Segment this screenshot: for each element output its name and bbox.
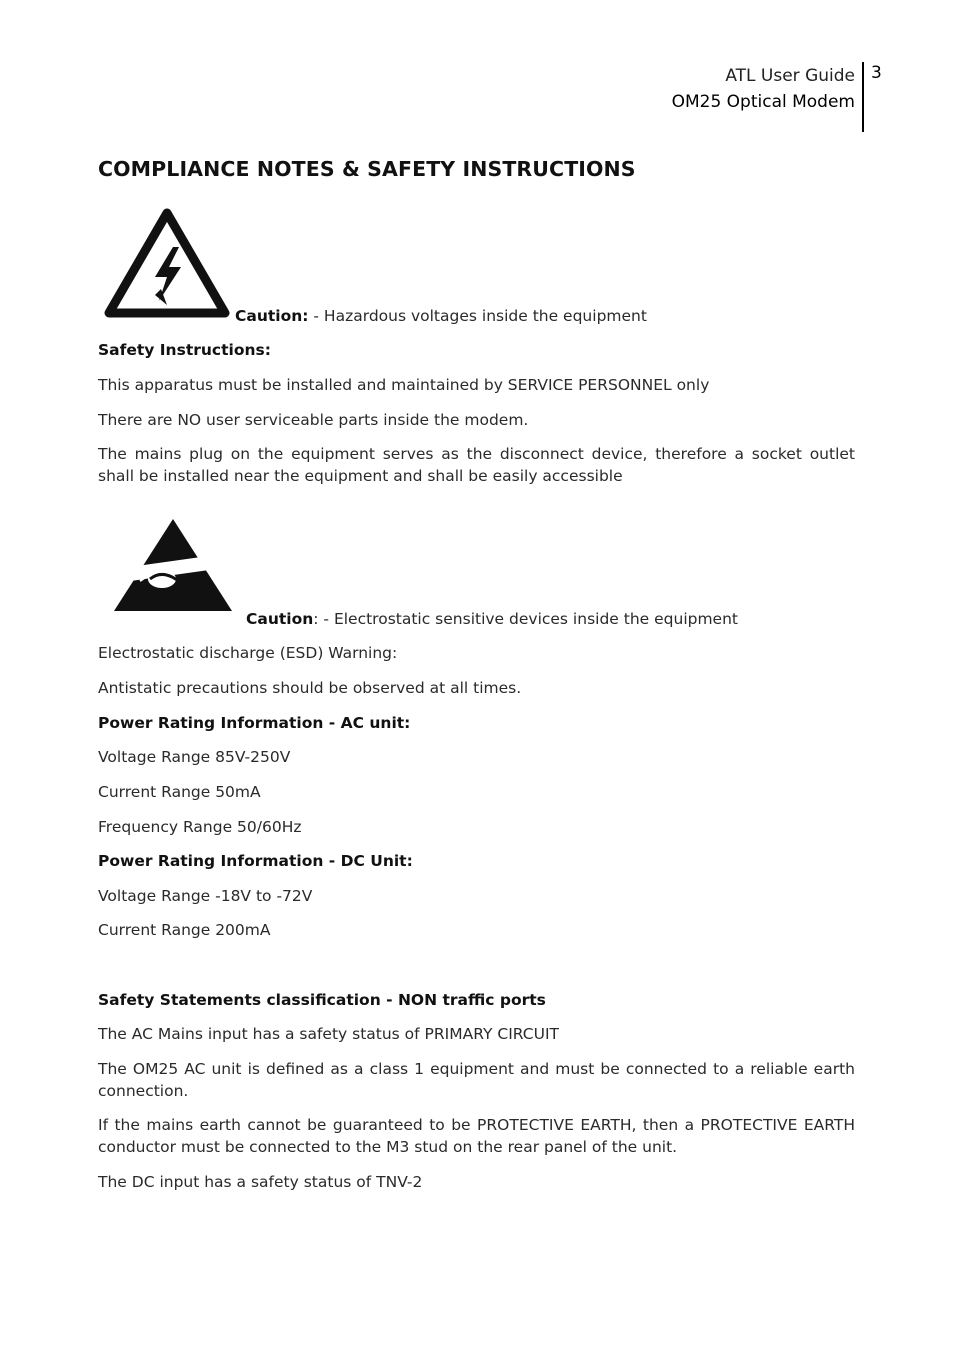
header-product-title: OM25 Optical Modem	[671, 92, 855, 112]
header-guide-title: ATL User Guide	[725, 66, 855, 86]
power-dc-current: Current Range 200mA	[98, 921, 271, 939]
safety-line-2: There are NO user serviceable parts inside the modem.	[98, 411, 529, 429]
safety-heading: Safety Instructions:	[98, 341, 271, 359]
power-dc-heading: Power Rating Information - DC Unit:	[98, 852, 413, 870]
running-header	[672, 63, 855, 115]
statements-line-3: If the mains earth cannot be guaranteed to be PROTECTIVE EARTH, then a PROTECTIVE EARTH conductor must be connected to the M3 stud on the rear panel of the unit.	[98, 1116, 855, 1156]
statements-line-4: The DC input has a safety status of TNV-2	[98, 1173, 423, 1191]
page-number: 3	[871, 63, 882, 83]
esd-warning-icon	[110, 515, 236, 615]
high-voltage-warning-icon	[103, 205, 231, 321]
page-title: COMPLIANCE NOTES & SAFETY INSTRUCTIONS	[98, 157, 636, 181]
header-divider	[862, 62, 864, 132]
power-ac-current: Current Range 50mA	[98, 783, 261, 801]
safety-line-1: This apparatus must be installed and maintained by SERVICE PERSONNEL only	[98, 376, 710, 394]
power-ac-voltage: Voltage Range 85V-250V	[98, 748, 291, 766]
caution-esd-label: Caution	[246, 610, 314, 628]
caution-esd	[246, 608, 738, 630]
statements-line-2: The OM25 AC unit is defined as a class 1 equipment and must be connected to a reliable earth connection.	[98, 1060, 855, 1100]
caution-label: Caution:	[235, 307, 309, 325]
esd-line-2: Antistatic precautions should be observed at all times.	[98, 679, 522, 697]
safety-line-3: The mains plug on the equipment serves as the disconnect device, therefore a socket outlet shall be installed near the equipment and shall be easily accessible	[98, 445, 855, 485]
power-dc-voltage: Voltage Range -18V to -72V	[98, 887, 313, 905]
power-ac-heading: Power Rating Information - AC unit:	[98, 714, 411, 732]
statements-heading: Safety Statements classification - NON traffic ports	[98, 991, 546, 1009]
caution-text: - Hazardous voltages inside the equipment	[308, 307, 647, 325]
caution-voltage	[235, 305, 647, 327]
caution-esd-text: : - Electrostatic sensitive devices inside the equipment	[313, 610, 738, 628]
power-ac-frequency: Frequency Range 50/60Hz	[98, 818, 302, 836]
statements-line-1: The AC Mains input has a safety status of PRIMARY CIRCUIT	[98, 1025, 559, 1043]
esd-line-1: Electrostatic discharge (ESD) Warning:	[98, 644, 398, 662]
